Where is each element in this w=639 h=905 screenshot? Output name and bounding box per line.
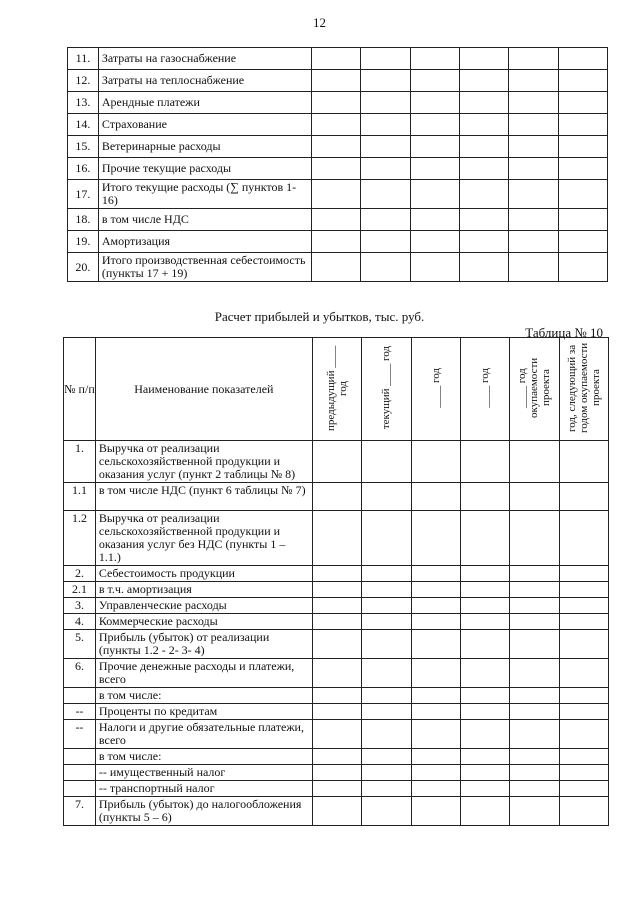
value-cell (410, 209, 459, 231)
row-number: 18. (68, 209, 99, 231)
value-cell (510, 511, 559, 566)
value-cell (460, 720, 509, 749)
value-cell (510, 566, 559, 582)
value-cell (559, 582, 608, 598)
value-cell (362, 688, 411, 704)
value-cell (510, 797, 559, 826)
table-row (64, 582, 609, 598)
value-cell (411, 614, 460, 630)
row-number: 17. (68, 180, 99, 209)
row-number: -- (64, 720, 96, 749)
value-cell (312, 209, 361, 231)
header-year-2 (362, 338, 411, 441)
value-cell (362, 749, 411, 765)
value-cell (460, 797, 509, 826)
value-cell (459, 48, 508, 70)
value-cell (460, 441, 509, 483)
value-cell (510, 598, 559, 614)
table-row (68, 231, 608, 253)
row-label: Затраты на газоснабжение (98, 48, 311, 70)
value-cell (460, 566, 509, 582)
value-cell (312, 630, 361, 659)
value-cell (312, 582, 361, 598)
value-cell (362, 511, 411, 566)
value-cell (559, 630, 608, 659)
value-cell (312, 704, 361, 720)
value-cell (510, 582, 559, 598)
value-cell (312, 231, 361, 253)
value-cell (312, 566, 361, 582)
value-cell (410, 231, 459, 253)
value-cell (558, 158, 607, 180)
table-row (68, 136, 608, 158)
value-cell (559, 441, 608, 483)
value-cell (362, 797, 411, 826)
header-year-5 (510, 338, 559, 441)
value-cell (362, 765, 411, 781)
row-number: 6. (64, 659, 96, 688)
value-cell (312, 92, 361, 114)
value-cell (460, 688, 509, 704)
value-cell (509, 158, 558, 180)
row-label: Налоги и другие обязательные платежи, всего (95, 720, 312, 749)
value-cell (509, 136, 558, 158)
value-cell (558, 209, 607, 231)
value-cell (411, 582, 460, 598)
value-cell (510, 688, 559, 704)
value-cell (410, 158, 459, 180)
table-row (64, 688, 609, 704)
value-cell (411, 659, 460, 688)
value-cell (362, 566, 411, 582)
value-cell (559, 688, 608, 704)
value-cell (411, 441, 460, 483)
value-cell (362, 582, 411, 598)
header-year-label: ____ год (479, 367, 492, 408)
value-cell (362, 483, 411, 511)
value-cell (362, 598, 411, 614)
value-cell (460, 630, 509, 659)
table-row (64, 614, 609, 630)
value-cell (509, 70, 558, 92)
row-label: Коммерческие расходы (95, 614, 312, 630)
value-cell (558, 48, 607, 70)
value-cell (459, 253, 508, 282)
value-cell (361, 253, 410, 282)
value-cell (411, 720, 460, 749)
value-cell (362, 720, 411, 749)
value-cell (312, 511, 361, 566)
value-cell (559, 614, 608, 630)
table-row (68, 253, 608, 282)
value-cell (510, 483, 559, 511)
value-cell (460, 511, 509, 566)
value-cell (361, 48, 410, 70)
value-cell (459, 231, 508, 253)
value-cell (410, 92, 459, 114)
value-cell (312, 441, 361, 483)
header-year-label: предыдущий ____ год (325, 344, 350, 431)
table-row (64, 704, 609, 720)
row-label: -- имущественный налог (95, 765, 312, 781)
value-cell (361, 114, 410, 136)
value-cell (410, 136, 459, 158)
value-cell (558, 253, 607, 282)
value-cell (460, 781, 509, 797)
value-cell (509, 231, 558, 253)
row-number: 5. (64, 630, 96, 659)
row-label: Амортизация (98, 231, 311, 253)
value-cell (558, 180, 607, 209)
value-cell (509, 209, 558, 231)
value-cell (312, 765, 361, 781)
value-cell (361, 158, 410, 180)
value-cell (460, 765, 509, 781)
value-cell (559, 566, 608, 582)
value-cell (411, 483, 460, 511)
value-cell (362, 614, 411, 630)
value-cell (410, 253, 459, 282)
row-label: Выручка от реализации сельскохозяйственной продукции и оказания услуг (пункт 2 таблицы № 8) (95, 441, 312, 483)
row-number: 1.1 (64, 483, 96, 511)
value-cell (460, 704, 509, 720)
value-cell (509, 114, 558, 136)
value-cell (411, 765, 460, 781)
row-number (64, 765, 96, 781)
value-cell (410, 114, 459, 136)
row-number: 15. (68, 136, 99, 158)
value-cell (459, 70, 508, 92)
page-number: 12 (313, 15, 326, 30)
value-cell (559, 659, 608, 688)
value-cell (510, 781, 559, 797)
row-label: Управленческие расходы (95, 598, 312, 614)
value-cell (361, 209, 410, 231)
header-year-3 (411, 338, 460, 441)
value-cell (460, 659, 509, 688)
value-cell (411, 749, 460, 765)
row-label: Прибыль (убыток) от реализации (пункты 1.2 - 2- 3- 4) (95, 630, 312, 659)
row-number: 2.1 (64, 582, 96, 598)
value-cell (559, 598, 608, 614)
table-row (64, 659, 609, 688)
value-cell (411, 566, 460, 582)
expenses-table (67, 47, 608, 282)
table-row (64, 797, 609, 826)
profit-loss-table (63, 337, 609, 826)
value-cell (362, 630, 411, 659)
value-cell (312, 136, 361, 158)
value-cell (509, 92, 558, 114)
value-cell (459, 92, 508, 114)
value-cell (510, 765, 559, 781)
header-year-4 (460, 338, 509, 441)
row-number: 19. (68, 231, 99, 253)
value-cell (510, 630, 559, 659)
value-cell (559, 483, 608, 511)
header-year-label: ____ год окупаемости проекта (516, 357, 553, 418)
row-number: 7. (64, 797, 96, 826)
value-cell (558, 92, 607, 114)
table-row (68, 180, 608, 209)
value-cell (558, 70, 607, 92)
value-cell (559, 704, 608, 720)
row-number: 20. (68, 253, 99, 282)
value-cell (361, 70, 410, 92)
value-cell (362, 659, 411, 688)
value-cell (361, 180, 410, 209)
table-row (64, 765, 609, 781)
value-cell (312, 659, 361, 688)
value-cell (460, 749, 509, 765)
value-cell (411, 781, 460, 797)
value-cell (410, 180, 459, 209)
row-number (64, 749, 96, 765)
value-cell (312, 114, 361, 136)
table-row (64, 749, 609, 765)
table-row (64, 781, 609, 797)
row-number (64, 688, 96, 704)
header-name: Наименование показателей (95, 338, 312, 441)
value-cell (559, 765, 608, 781)
value-cell (559, 749, 608, 765)
table-row (64, 630, 609, 659)
row-number: 14. (68, 114, 99, 136)
table-row (68, 48, 608, 70)
row-label: Итого производственная себестоимость (пункты 17 + 19) (98, 253, 311, 282)
value-cell (460, 483, 509, 511)
table-row (64, 720, 609, 749)
value-cell (361, 92, 410, 114)
table-row (64, 566, 609, 582)
value-cell (312, 483, 361, 511)
row-number: 4. (64, 614, 96, 630)
table-row (64, 511, 609, 566)
row-label: Арендные платежи (98, 92, 311, 114)
row-number (64, 781, 96, 797)
row-label: в том числе НДС (98, 209, 311, 231)
value-cell (509, 253, 558, 282)
value-cell (362, 704, 411, 720)
row-label: Прочие денежные расходы и платежи, всего (95, 659, 312, 688)
value-cell (510, 749, 559, 765)
table-row (68, 70, 608, 92)
value-cell (510, 720, 559, 749)
value-cell (312, 48, 361, 70)
table-caption: Таблица № 10 (525, 325, 603, 340)
value-cell (510, 614, 559, 630)
value-cell (361, 136, 410, 158)
value-cell (411, 630, 460, 659)
value-cell (459, 180, 508, 209)
header-year-label: ____ год (429, 367, 442, 408)
value-cell (362, 781, 411, 797)
value-cell (361, 231, 410, 253)
value-cell (312, 180, 361, 209)
value-cell (510, 441, 559, 483)
value-cell (312, 720, 361, 749)
row-number: -- (64, 704, 96, 720)
value-cell (410, 48, 459, 70)
table-row (64, 441, 609, 483)
header-year-6 (559, 338, 608, 441)
row-label: Прибыль (убыток) до налогообложения (пункты 5 – 6) (95, 797, 312, 826)
row-number: 12. (68, 70, 99, 92)
value-cell (510, 659, 559, 688)
row-number: 3. (64, 598, 96, 614)
value-cell (312, 614, 361, 630)
row-label: Прочие текущие расходы (98, 158, 311, 180)
value-cell (509, 180, 558, 209)
row-number: 2. (64, 566, 96, 582)
value-cell (509, 48, 558, 70)
value-cell (411, 688, 460, 704)
value-cell (459, 209, 508, 231)
value-cell (558, 231, 607, 253)
value-cell (510, 704, 559, 720)
value-cell (312, 598, 361, 614)
value-cell (312, 781, 361, 797)
value-cell (312, 253, 361, 282)
value-cell (459, 114, 508, 136)
row-label: в том числе НДС (пункт 6 таблицы № 7) (95, 483, 312, 511)
table-row (68, 114, 608, 136)
table-row (64, 483, 609, 511)
value-cell (559, 720, 608, 749)
header-num: № п/п (64, 338, 96, 441)
value-cell (312, 688, 361, 704)
value-cell (411, 511, 460, 566)
row-label: Затраты на теплоснабжение (98, 70, 311, 92)
header-year-1 (312, 338, 361, 441)
row-label: Выручка от реализации сельскохозяйственной продукции и оказания услуг без НДС (пункты 1 – 1.1.) (95, 511, 312, 566)
table-row (68, 158, 608, 180)
row-label: -- транспортный налог (95, 781, 312, 797)
row-label: Ветеринарные расходы (98, 136, 311, 158)
row-number: 1. (64, 441, 96, 483)
value-cell (558, 136, 607, 158)
value-cell (558, 114, 607, 136)
value-cell (410, 70, 459, 92)
section-title: Расчет прибылей и убытков, тыс. руб. (214, 309, 425, 324)
row-label: в том числе: (95, 688, 312, 704)
row-number: 1.2 (64, 511, 96, 566)
value-cell (460, 582, 509, 598)
header-year-label: год, следующий за годом окупаемости проекта (565, 342, 602, 433)
value-cell (559, 781, 608, 797)
row-number: 16. (68, 158, 99, 180)
value-cell (460, 614, 509, 630)
table-row (68, 92, 608, 114)
row-label: Проценты по кредитам (95, 704, 312, 720)
value-cell (362, 441, 411, 483)
value-cell (312, 749, 361, 765)
value-cell (312, 158, 361, 180)
value-cell (312, 70, 361, 92)
row-label: в т.ч. амортизация (95, 582, 312, 598)
value-cell (460, 598, 509, 614)
value-cell (459, 136, 508, 158)
table-row (64, 598, 609, 614)
row-label: Страхование (98, 114, 311, 136)
header-year-label: текущий ____ год (380, 345, 393, 430)
value-cell (559, 511, 608, 566)
value-cell (411, 704, 460, 720)
value-cell (411, 797, 460, 826)
row-label: Себестоимость продукции (95, 566, 312, 582)
table-row (68, 209, 608, 231)
row-label: Итого текущие расходы (∑ пунктов 1- 16) (98, 180, 311, 209)
row-number: 13. (68, 92, 99, 114)
value-cell (411, 598, 460, 614)
row-label: в том числе: (95, 749, 312, 765)
value-cell (312, 797, 361, 826)
row-number: 11. (68, 48, 99, 70)
value-cell (459, 158, 508, 180)
value-cell (559, 797, 608, 826)
